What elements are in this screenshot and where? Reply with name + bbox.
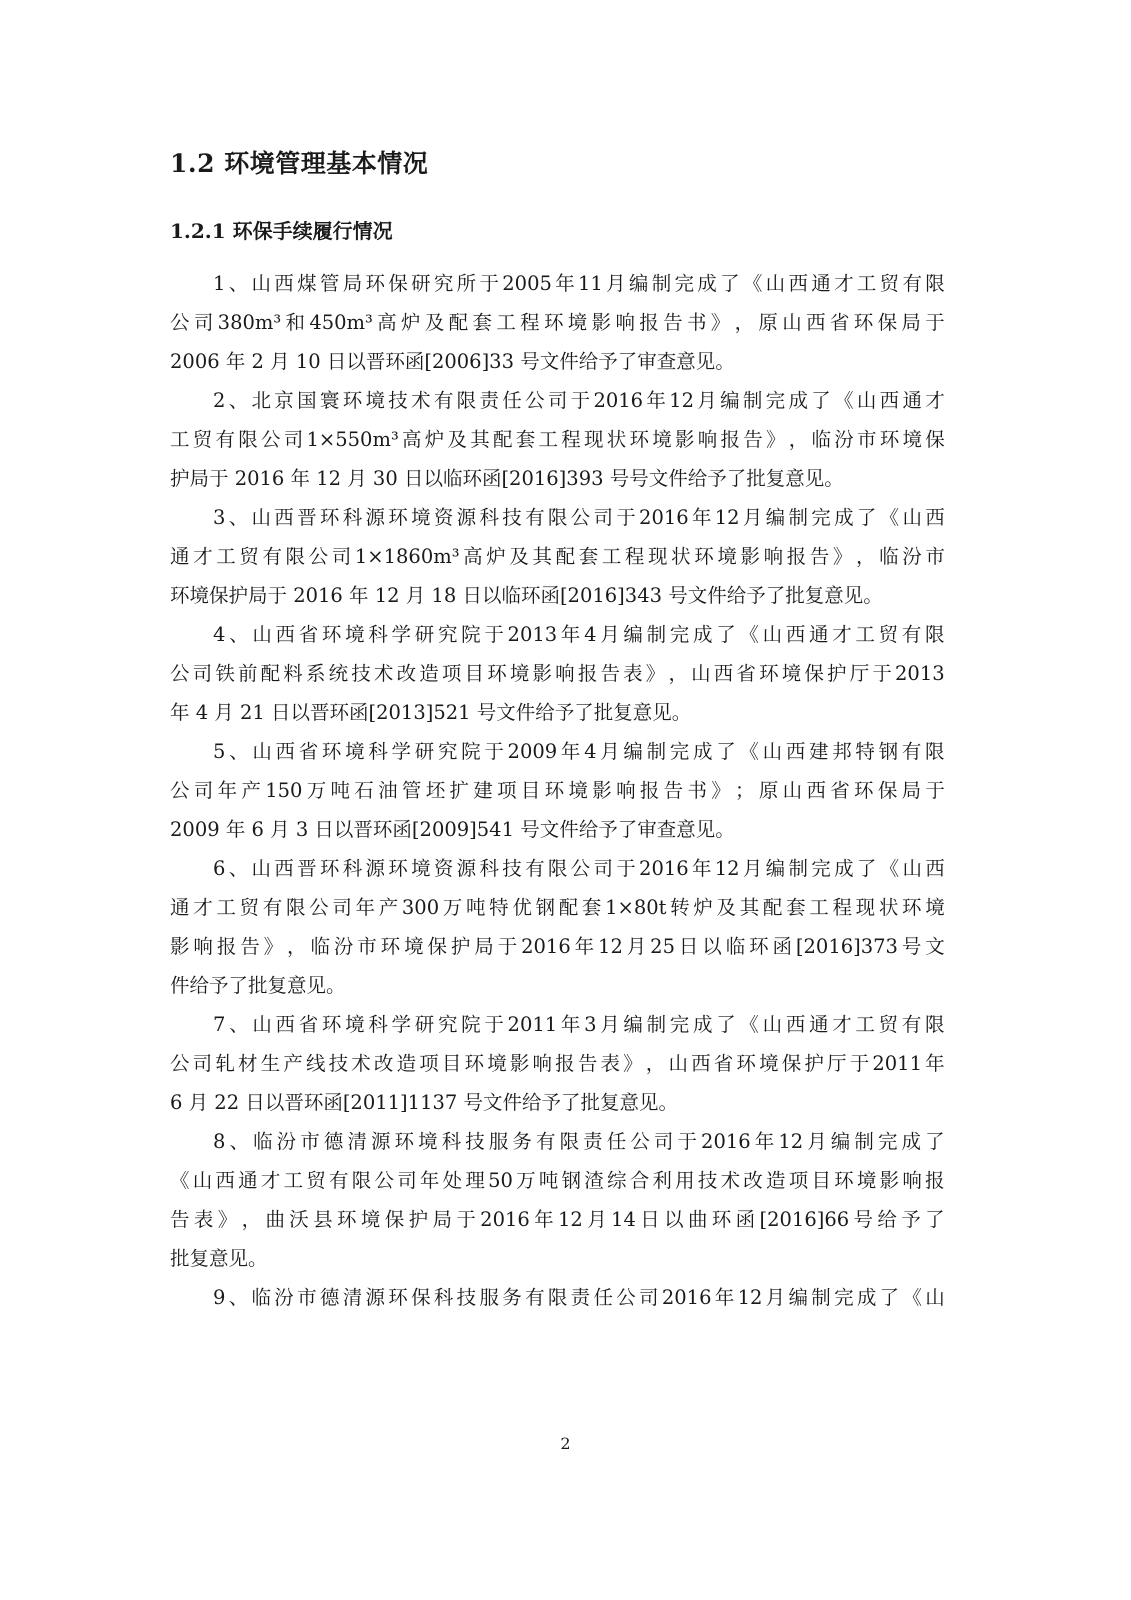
paragraph: [170, 1278, 945, 1317]
paragraph-line: 8 、 临 汾 市 德 清 源 环 境 科 技 服 务 有 限 责 任 公 司 于 2016 年 12 月 编 制 完 成 了: [213, 1130, 945, 1153]
paragraph-line: 7 、 山 西 省 环 境 科 学 研 究 院 于 2011 年 3 月 编 制 完 成 了 《 山 西 通 才 工 贸 有 限: [213, 1013, 945, 1036]
paragraph: [170, 498, 945, 615]
paragraph-line: 2009 年 6 月 3 日以晋环函[2009]541 号文件给予了审查意见。: [170, 818, 735, 841]
paragraph-line: 影 响 报 告 》 ， 临 汾 市 环 境 保 护 局 于 2016 年 12 月 25 日 以 临 环 函 [2016]373 号 文: [170, 935, 945, 958]
paragraph-line: 3 、 山 西 晋 环 科 源 环 境 资 源 科 技 有 限 公 司 于 2016 年 12 月 编 制 完 成 了 《 山 西: [213, 506, 945, 529]
paragraph: [170, 1005, 945, 1122]
paragraph-line: 1 、 山 西 煤 管 局 环 保 研 究 所 于 2005 年 11 月 编 制 完 成 了 《 山 西 通 才 工 贸 有 限: [213, 272, 945, 295]
paragraph-line: 环境保护局于 2016 年 12 月 18 日以临环函[2016]343 号文件给予了批复意见。: [170, 584, 883, 607]
paragraph-line: 5 、 山 西 省 环 境 科 学 研 究 院 于 2009 年 4 月 编 制 完 成 了 《 山 西 建 邦 特 钢 有 限: [213, 740, 945, 763]
paragraph-line: 公 司 年 产 150 万 吨 石 油 管 坯 扩 建 项 目 环 境 影 响 报 告 书 》 ； 原 山 西 省 环 保 局 于: [170, 779, 945, 802]
paragraph-line: 6 、 山 西 晋 环 科 源 环 境 资 源 科 技 有 限 公 司 于 2016 年 12 月 编 制 完 成 了 《 山 西: [213, 857, 945, 880]
paragraph-line: 2 、 北 京 国 寰 环 境 技 术 有 限 责 任 公 司 于 2016 年 12 月 编 制 完 成 了 《 山 西 通 才: [213, 389, 945, 412]
section-title: 1.2 环境管理基本情况: [170, 149, 429, 178]
paragraph-line: 通 才 工 贸 有 限 公 司 年 产 300 万 吨 特 优 钢 配 套 1×80t 转 炉 及 其 配 套 工 程 现 状 环 境: [170, 896, 945, 919]
paragraph: [170, 381, 945, 498]
paragraph-line: 件给予了批复意见。: [170, 974, 346, 997]
page-number: 2: [560, 1434, 571, 1453]
paragraph-line: 9 、 临 汾 市 德 清 源 环 保 科 技 服 务 有 限 责 任 公 司 2016 年 12 月 编 制 完 成 了 《 山: [213, 1286, 945, 1309]
paragraph-line: 公 司 380m³ 和 450m³ 高 炉 及 配 套 工 程 环 境 影 响 报 告 书 》 ， 原 山 西 省 环 保 局 于: [170, 311, 945, 334]
paragraph: [170, 849, 945, 1005]
paragraph-line: 工 贸 有 限 公 司 1×550m³ 高 炉 及 其 配 套 工 程 现 状 环 境 影 响 报 告 》 ， 临 汾 市 环 境 保: [170, 428, 945, 451]
paragraph-line: 护局于 2016 年 12 月 30 日以临环函[2016]393 号号文件给予了批复意见。: [170, 467, 844, 490]
subsection-title: 1.2.1 环保手续履行情况: [170, 219, 393, 243]
paragraph: [170, 732, 945, 849]
paragraph-line: 公 司 轧 材 生 产 线 技 术 改 造 项 目 环 境 影 响 报 告 表 》 ， 山 西 省 环 境 保 护 厅 于 2011 年: [170, 1052, 945, 1075]
paragraph-line: 4 、 山 西 省 环 境 科 学 研 究 院 于 2013 年 4 月 编 制 完 成 了 《 山 西 通 才 工 贸 有 限: [213, 623, 945, 646]
paragraph: [170, 615, 945, 732]
document-body: [170, 264, 945, 1317]
paragraph-line: 公 司 铁 前 配 料 系 统 技 术 改 造 项 目 环 境 影 响 报 告 表 》 ， 山 西 省 环 境 保 护 厅 于 2013: [170, 662, 945, 685]
paragraph-line: 《 山 西 通 才 工 贸 有 限 公 司 年 处 理 50 万 吨 钢 渣 综 合 利 用 技 术 改 造 项 目 环 境 影 响 报: [170, 1169, 945, 1192]
paragraph-line: 2006 年 2 月 10 日以晋环函[2006]33 号文件给予了审查意见。: [170, 350, 735, 373]
paragraph: [170, 264, 945, 381]
paragraph: [170, 1122, 945, 1278]
paragraph-line: 批复意见。: [170, 1247, 268, 1270]
paragraph-line: 告 表 》 ， 曲 沃 县 环 境 保 护 局 于 2016 年 12 月 14 日 以 曲 环 函 [2016]66 号 给 予 了: [170, 1208, 945, 1231]
paragraph-line: 年 4 月 21 日以晋环函[2013]521 号文件给予了批复意见。: [170, 701, 692, 724]
paragraph-line: 6 月 22 日以晋环函[2011]1137 号文件给予了批复意见。: [170, 1091, 678, 1114]
paragraph-line: 通 才 工 贸 有 限 公 司 1×1860m³ 高 炉 及 其 配 套 工 程 现 状 环 境 影 响 报 告 》 ， 临 汾 市: [170, 545, 945, 568]
